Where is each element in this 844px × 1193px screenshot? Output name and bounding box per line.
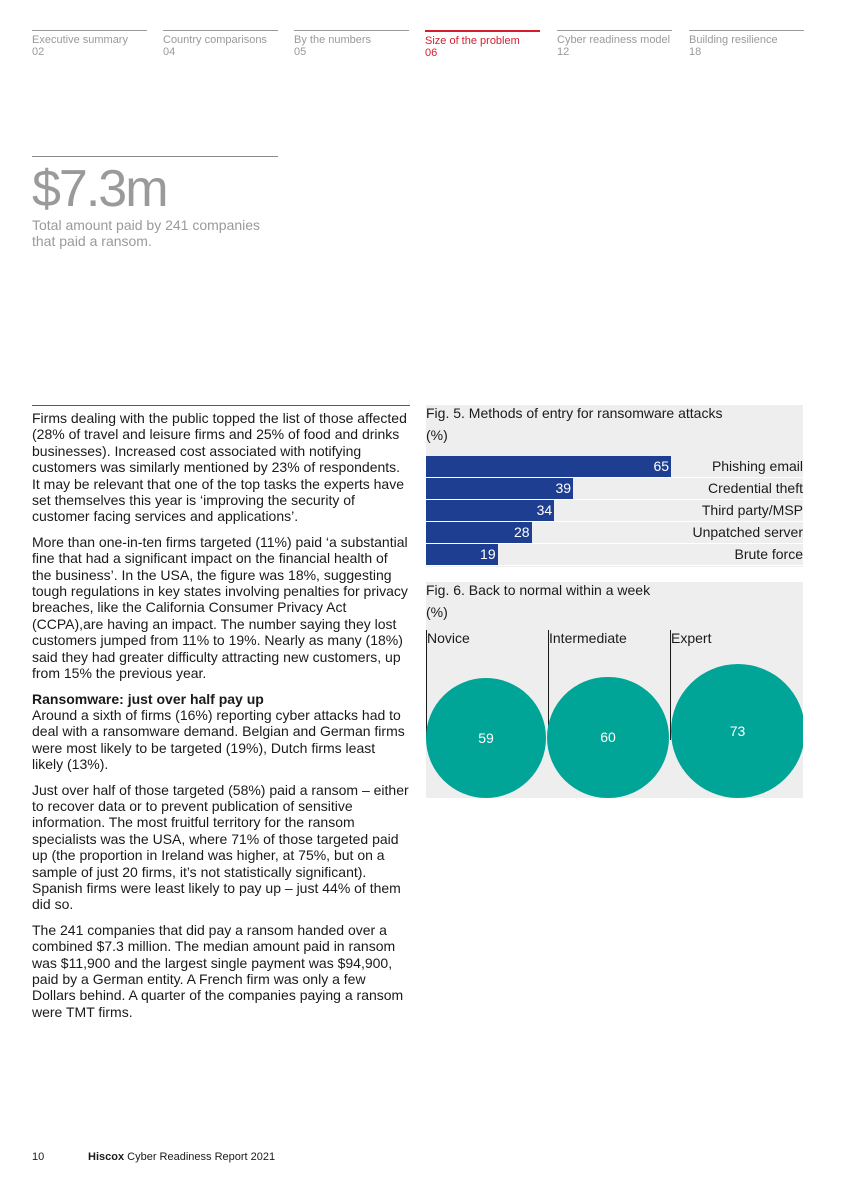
fig5-bar-label: Credential theft	[708, 480, 803, 496]
fig5-bar-label: Phishing email	[711, 458, 803, 474]
nav-label: By the numbers	[294, 34, 372, 46]
fig5-methods-of-entry-chart	[426, 405, 803, 567]
headline-stat	[32, 156, 278, 249]
nav-page: 02	[32, 46, 45, 58]
fig6-column-label: Intermediate	[549, 630, 627, 646]
report-title	[88, 1150, 275, 1164]
stat-caption-line-1: Total amount paid by 241 companies	[32, 217, 261, 233]
nav-label: Size of the problem	[425, 35, 520, 47]
nav-page: 18	[689, 46, 702, 58]
nav-item-building-resilience[interactable]	[689, 30, 804, 58]
fig5-bar-row	[426, 522, 803, 544]
nav-label: Building resilience	[689, 34, 778, 46]
fig5-bar-value: 19	[480, 546, 496, 562]
nav-item-cyber-readiness-model[interactable]	[557, 30, 672, 58]
fig5-bar-label: Brute force	[734, 546, 803, 562]
nav-item-size-of-the-problem[interactable]	[425, 30, 540, 59]
nav-page: 12	[557, 46, 570, 58]
nav-label: Executive summary	[32, 34, 128, 46]
nav-page: 06	[425, 47, 438, 59]
paragraph-ransomware-text: Around a sixth of firms (16%) reporting cyber attacks had to deal with a ransomware demand. Belgian and German firms were most likely to be targeted (19%), Dutch firms least likely (13%).	[32, 706, 405, 773]
report-name: Cyber Readiness Report 2021	[124, 1151, 276, 1163]
nav-label: Country comparisons	[163, 34, 267, 46]
paragraph-ransom-paid: Just over half of those targeted (58%) paid a ransom – either to recover data or to prevent publication of sensitive information. The most fruitful territory for the ransom specialists was the USA, where 71% of those targeted paid up (the proportion in Ireland was higher, at 75%, but on a sample of just 20 firms, it’s not statistically significant). Spanish firms were least likely to pay up – just 44% of them did so.	[32, 781, 409, 913]
stat-value: $7.3m	[32, 160, 167, 218]
fig6-column-label: Novice	[427, 630, 470, 646]
page-number: 10	[32, 1151, 45, 1163]
fig6-back-to-normal-chart	[426, 582, 803, 798]
nav-item-by-the-numbers[interactable]	[294, 30, 409, 58]
fig5-bar-row	[426, 478, 803, 500]
fig5-bar-label: Unpatched server	[692, 524, 803, 540]
paragraph-fines: More than one-in-ten firms targeted (11%) paid ‘a substantial fine that had a significant impact on the financial health of the business’. In the USA, the figure was 18%, suggesting tough regulations in key states involving penalties for privacy breaches, like the California Consumer Privacy Act (CCPA),are having an impact. The number saying they lost customers jumped from 11% to 19%. Nearly as many (18%) said they had greater difficulty attracting new customers, up from 15% the previous year.	[32, 533, 408, 682]
paragraph-ransomware	[32, 691, 410, 773]
nav-page: 04	[163, 46, 176, 58]
fig6-unit: (%)	[426, 604, 448, 620]
subheading-ransomware: Ransomware: just over half pay up	[32, 690, 264, 707]
fig5-bar	[426, 456, 671, 477]
fig5-bar-value: 28	[513, 524, 530, 540]
fig5-bar-row	[426, 456, 803, 478]
fig6-bubble-value: 60	[600, 729, 616, 746]
fig5-bar-row	[426, 500, 803, 522]
nav-item-country-comparisons[interactable]	[163, 30, 278, 58]
fig6-bubble-value: 59	[478, 729, 494, 746]
fig5-bar-row	[426, 544, 803, 566]
fig5-bar-value: 39	[555, 480, 572, 496]
fig6-bubble-value: 73	[729, 723, 746, 739]
fig5-title: Fig. 5. Methods of entry for ransomware attacks	[426, 405, 723, 421]
fig5-bar-value: 34	[536, 502, 553, 518]
brand-name: Hiscox	[88, 1151, 125, 1163]
nav-item-executive-summary[interactable]	[32, 30, 147, 58]
nav-label: Cyber readiness model	[557, 34, 671, 46]
section-navigation	[32, 30, 804, 60]
fig6-column-label: Expert	[671, 630, 712, 646]
stat-caption-line-2: that paid a ransom.	[32, 233, 152, 249]
fig5-bar-label: Third party/MSP	[701, 502, 803, 518]
nav-page: 05	[294, 46, 307, 58]
paragraph-ransom-total: The 241 companies that did pay a ransom handed over a combined $7.3 million. The median amount paid in ransom was $11,900 and the largest single payment was $94,900, paid by a German entity. A French firm was only a few Dollars behind. A quarter of the companies paying a ransom were TMT firms.	[32, 921, 404, 1020]
fig5-bar-value: 65	[653, 458, 670, 474]
article-body	[32, 405, 410, 1029]
stat-caption	[32, 217, 278, 249]
fig6-title: Fig. 6. Back to normal within a week	[426, 582, 651, 598]
paragraph-public-firms: Firms dealing with the public topped the list of those affected (28% of travel and leisure firms and 25% of food and drinks businesses). Increased cost associated with notifying customers was similarly mentioned by 23% of respondents. It may be relevant that one of the top tasks the experts have set themselves this year is ‘improving the security of customer facing services and applications’.	[32, 410, 407, 525]
fig5-unit: (%)	[426, 427, 448, 443]
